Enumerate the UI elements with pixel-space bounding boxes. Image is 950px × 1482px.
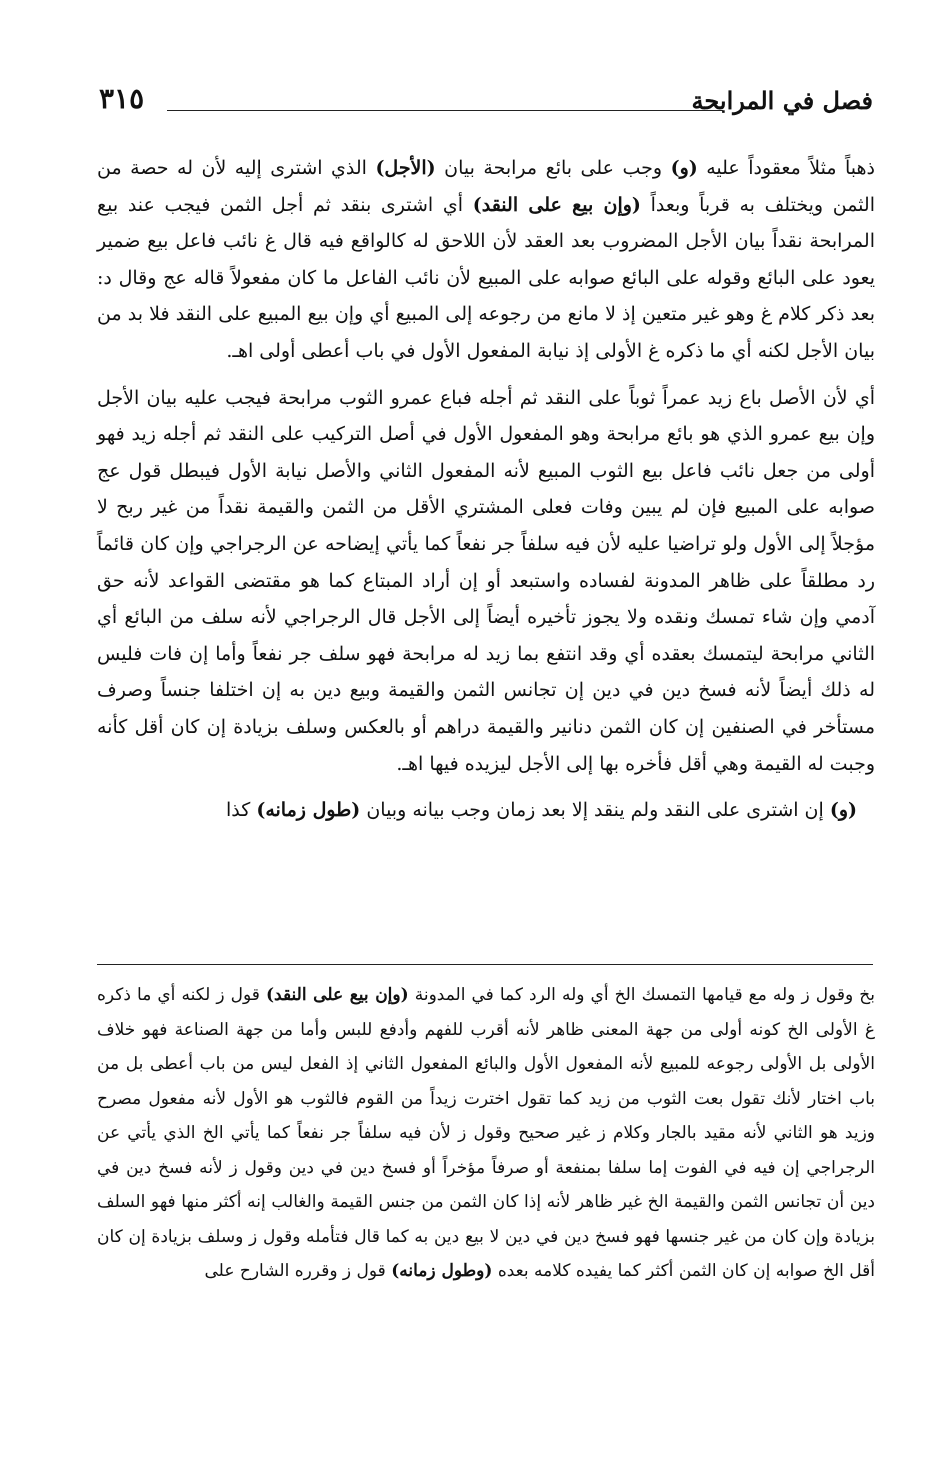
footnotes [97,978,875,1289]
running-title: فصل في المرابحة [691,86,873,115]
matn-term: (الأجل) [375,157,436,179]
text-run: أي اشترى بنقد ثم أجل الثمن فيجب عند بيع المرابحة نقداً بيان الأجل المضروب بعد العقد لأن اللاحق له كالواقع فيه قال غ نائب فاعل بيع ضمير يعود على البائع وقوله على البائع صوابه على المبيع لأن نائب الفاعل ما كان مفعولاً قاله عج وقال د: بعد ذكر كلام غ وهو غير متعين إذ لا مانع من رجوعه إلى المبيع أي وإن بيع المبيع على النقد فلا بد من بيان الأجل لكنه أي ما ذكره غ الأولى إذ نيابة المفعول الأول في باب أعطى أولى اهـ. [97,193,875,362]
main-text [97,150,875,829]
text-run: قول ز وقرره الشارح على [204,1261,392,1281]
paragraph [97,792,875,829]
paragraph: أي لأن الأصل باع زيد عمراً ثوباً على النقد ثم أجله فباع عمرو الثوب مرابحة فيجب عليه بيان الأجل وإن بيع عمرو الذي هو بائع مرابحة وهو المفعول الأول في أصل التركيب على النقد ثم أجله زيد فهو أولى من جعل نائب فاعل بيع الثوب المبيع لأنه المفعول الثاني والأصل نيابة الأول فيبطل قول عج صوابه على المبيع فإن لم يبين وفات فعلى المشتري الأقل من الثمن والقيمة نقداً من غير ربح لا مؤجلاً إلى الأول ولو تراضيا عليه لأن فيه سلفاً جر نفعاً كما يأتي إيضاحه عن الرجراجي وإن كان قائماً رد مطلقاً على ظاهر المدونة لفساده واستبعد أو إن أراد المبتاع كما هو مقتضى القواعد لأنه حق آدمي وإن شاء تمسك ونقده ولا يجوز تأخيره أيضاً إلى الأجل قال الرجراجي لأنه سلف من البائع أي الثاني مرابحة ليتمسك بعقده أي وقد انتفع بما زيد له مرابحة فهو سلف جر نفعاً وأما إن فات فليس له ذلك أيضاً لأنه فسخ دين في دين إن تجانس الثمن والقيمة وبيع دين به إن اختلفا جنساً وصرف مستأخر في الصنفين إن كان الثمن دنانير والقيمة دراهم أو بالعكس وسلف بزيادة إن كان أقل كأنه وجبت له القيمة وهي أقل فأخره بها إلى الأجل ليزيده فيها اهـ. [97,386,876,775]
matn-term: (وإن بيع على النقد) [265,985,409,1005]
text-run: إن اشترى على النقد ولم ينقد إلا بعد زمان وجب بيانه وبيان [360,799,830,822]
header-rule [167,110,723,111]
text-run: بخ وقول ز وله مع قيامها التمسك الخ أي وله الرد كما في المدونة [408,985,875,1005]
page-number: ٣١٥ [99,82,145,115]
matn-term: (وطول زمانه) [391,1261,493,1281]
footnote-rule [97,964,873,965]
footnote-paragraph [97,978,875,1289]
matn-term: (و) [829,799,857,822]
text-run: ذهباً مثلاً معقوداً عليه [697,157,876,179]
text-run: كذا [226,799,257,822]
matn-term: (طول زمانه) [256,799,361,822]
page-header [95,82,873,130]
matn-term: (و) [670,157,698,179]
text-run: وجب على بائع مرابحة بيان [435,157,671,179]
text-run: قول ز لكنه أي ما ذكره غ الأولى الخ كونه أولى من جهة المعنى ظاهر لأنه أقرب للفهم وأدفع للبس وأما من جهة الصناعة فهو خلاف الأولى بل الأولى رجوعه للمبيع لأنه المفعول الأول والبائع المفعول الثاني إذ الفعل ليس من باب أعطى بل من باب اختار لأنك تقول بعت الثوب من زيد كما تقول اخترت زيداً من القوم فالثوب هو الأول لأنه مفعول مصرح وزيد هو الثاني لأنه مقيد بالجار وكلام ز غير صحيح وقول ز لأن فيه سلفاً جر نفعاً كما يأتي الخ الذي يأتي عن الرجراجي إن فيه في الفوت إما سلفا بمنفعة أو صرفاً مؤخراً أو فسخ دين في دين وقول ز لأنه فسخ دين في دين أن تجانس الثمن والقيمة الخ غير ظاهر لأنه إذا كان الثمن من جنس القيمة والغالب إنه أكثر منها فهو السلف بزيادة وإن كان من غير جنسها فهو فسخ دين في دين لا بيع دين به كما قال فتأمله وقول ز وسلف بزيادة إن كان أقل الخ صوابه إن كان الثمن أكثر كما يفيده كلامه بعده [97,985,876,1281]
text-run: الذي اشترى إليه لأن له حصة من الثمن ويختلف به قرباً وبعداً [97,157,875,216]
paragraph [97,150,875,370]
matn-term: (وإن بيع على النقد) [472,193,641,216]
